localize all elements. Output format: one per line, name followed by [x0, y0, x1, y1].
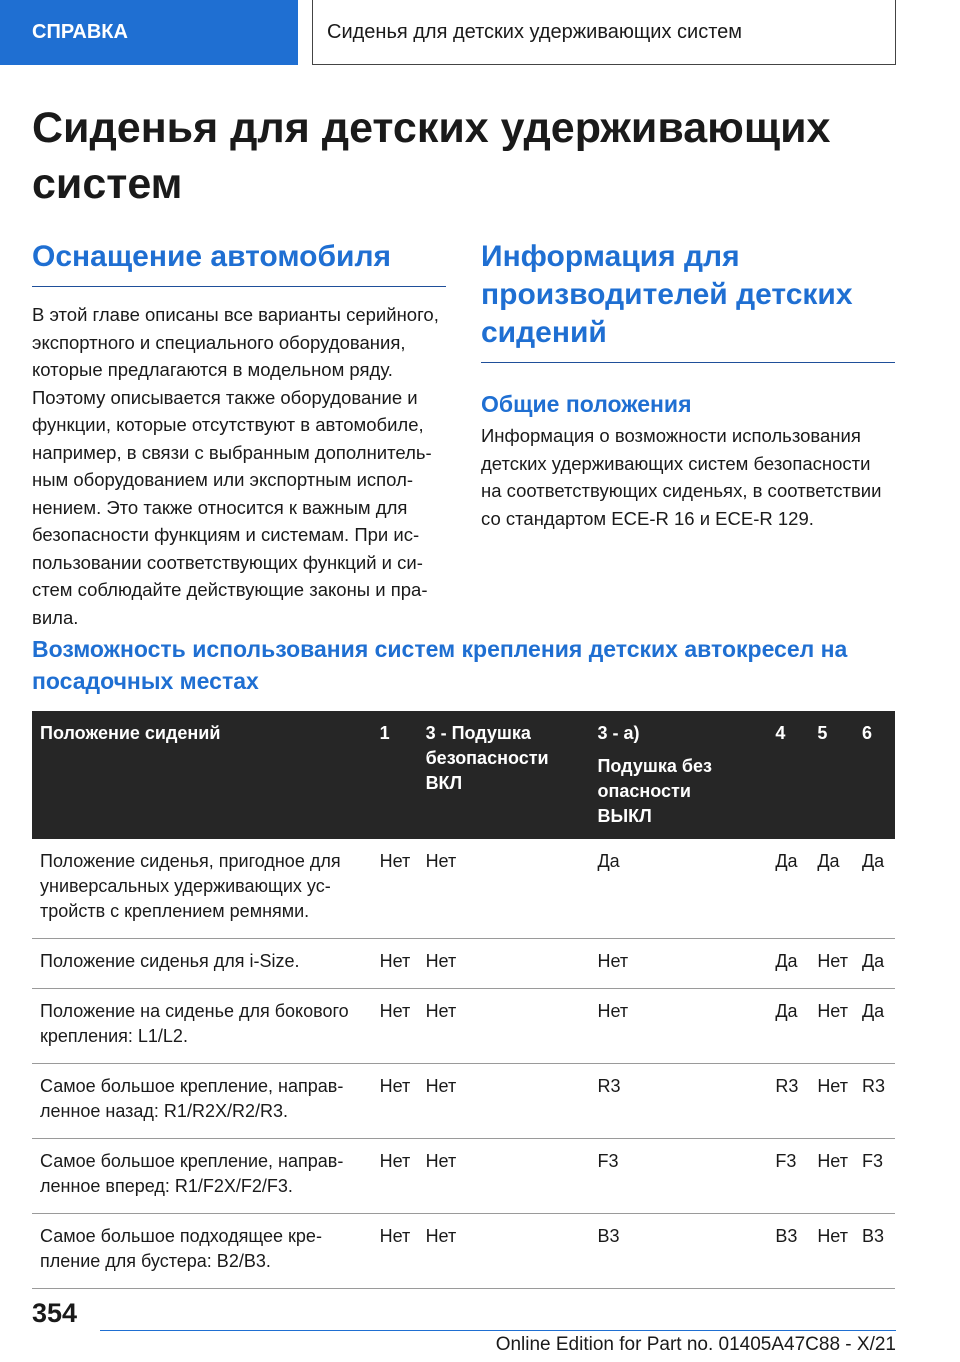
table-cell: F3 — [854, 1139, 895, 1214]
table-cell: Нет — [809, 1139, 854, 1214]
table-cell: Нет — [418, 989, 590, 1064]
header-position: Положение сидений — [32, 711, 372, 839]
header-seat-4: 4 — [767, 711, 809, 839]
table-cell: Нет — [418, 939, 590, 989]
table-cell: Да — [589, 839, 767, 939]
table-cell: Нет — [418, 1064, 590, 1139]
table-cell: Самое большое подходящее крепление для бустера: B2/B3. — [32, 1214, 372, 1289]
table-cell: Да — [809, 839, 854, 939]
table-row — [32, 1064, 895, 1139]
table-cell: R3 — [767, 1064, 809, 1139]
right-column — [481, 238, 895, 532]
table-cell: Нет — [372, 939, 418, 989]
table-cell: Самое большое крепление, направленное назад: R1/R2X/R2/R3. — [32, 1064, 372, 1139]
table-cell: B3 — [854, 1214, 895, 1289]
table-cell: Да — [854, 839, 895, 939]
table-cell: Нет — [418, 839, 590, 939]
header-seat-3a-line: ВЫКЛ — [597, 806, 652, 826]
left-column — [32, 238, 446, 631]
table-cell: Нет — [372, 1214, 418, 1289]
table-cell: Нет — [372, 989, 418, 1064]
table-row — [32, 939, 895, 989]
general-provisions-paragraph: Информация о возможности использования детских удерживающих систем безопасности на соответствующих сиденьях, в соответствии со стандартом ECE-R 16 и ECE-R 129. — [481, 425, 882, 529]
table-cell: Нет — [809, 1064, 854, 1139]
table-cell: Нет — [809, 939, 854, 989]
header-seat-3a-line: опасности — [597, 781, 691, 801]
table-cell: F3 — [589, 1139, 767, 1214]
table-heading: Возможность использования систем крепления детских автокресел на посадочных местах — [32, 636, 848, 694]
page-number: 354 — [32, 1298, 78, 1328]
table-cell: Нет — [418, 1214, 590, 1289]
table-cell: Да — [767, 839, 809, 939]
table-cell: Нет — [809, 989, 854, 1064]
table-cell: Нет — [372, 839, 418, 939]
table-row — [32, 839, 895, 939]
table-cell: B3 — [767, 1214, 809, 1289]
vehicle-equipment-paragraph: В этой главе описаны все варианты серийного, экспортного и специального оборудования, которые предлагаются в модельном ряду. Поэтому описывается также оборудование и функции, которые отсутствуют в автомобиле, например, в связи с выбранным дополнительным оборудованием или экспортным исполнением. Это также относится к важным для безопасности функциям и системам. При использовании соответствующих функций и систем соблюдайте действующие законы и правила. — [32, 304, 439, 628]
table-cell: F3 — [767, 1139, 809, 1214]
table-cell: Да — [854, 939, 895, 989]
manufacturer-info-heading: Информация для производителей детских сидений — [481, 238, 895, 363]
table-cell: Положение сиденья, пригодное для универсальных удерживающих устройств с креплением ремнями. — [32, 839, 372, 939]
page-title: Сиденья для детских удерживающих систем — [32, 104, 831, 208]
header-seat-3a — [589, 711, 767, 839]
table-cell: Нет — [418, 1139, 590, 1214]
table-cell: Да — [854, 989, 895, 1064]
table-row — [32, 1214, 895, 1289]
header-seat-3a-line: 3 - a) — [597, 723, 640, 743]
table-row — [32, 1139, 895, 1214]
section-tab[interactable]: СПРАВКА — [0, 0, 298, 65]
chapter-title: Сиденья для детских удерживающих систем — [312, 0, 896, 65]
header-seat-3-line: 3 - Подушка — [425, 723, 531, 743]
header-seat-3 — [418, 711, 590, 839]
table-cell: Нет — [589, 939, 767, 989]
table-header-row — [32, 711, 895, 839]
table-cell: Самое большое крепление, направленное вперед: R1/F2X/F2/F3. — [32, 1139, 372, 1214]
seat-compatibility-table — [32, 711, 895, 1289]
table-cell: Нет — [372, 1064, 418, 1139]
vehicle-equipment-heading: Оснащение автомобиля — [32, 238, 446, 287]
header-seat-1: 1 — [372, 711, 418, 839]
table-cell: Нет — [589, 989, 767, 1064]
header-seat-3-line: ВКЛ — [425, 773, 463, 793]
footer-divider — [100, 1330, 896, 1331]
table-cell: Нет — [809, 1214, 854, 1289]
header-seat-5: 5 — [809, 711, 854, 839]
general-provisions-heading: Общие положения — [481, 391, 692, 417]
edition-footer: Online Edition for Part no. 01405A47C88 - X/21 — [495, 1334, 896, 1355]
table-row — [32, 989, 895, 1064]
table-cell: Положение на сиденье для бокового крепления: L1/L2. — [32, 989, 372, 1064]
table-cell: B3 — [589, 1214, 767, 1289]
table-cell: Да — [767, 939, 809, 989]
header-seat-6: 6 — [854, 711, 895, 839]
header-seat-3-line: безопасности — [425, 748, 549, 768]
header-seat-3a-line: Подушка без — [597, 756, 712, 776]
table-cell: Нет — [372, 1139, 418, 1214]
table-cell: Да — [767, 989, 809, 1064]
table-cell: Положение сиденья для i-Size. — [32, 939, 372, 989]
table-cell: R3 — [854, 1064, 895, 1139]
table-cell: R3 — [589, 1064, 767, 1139]
